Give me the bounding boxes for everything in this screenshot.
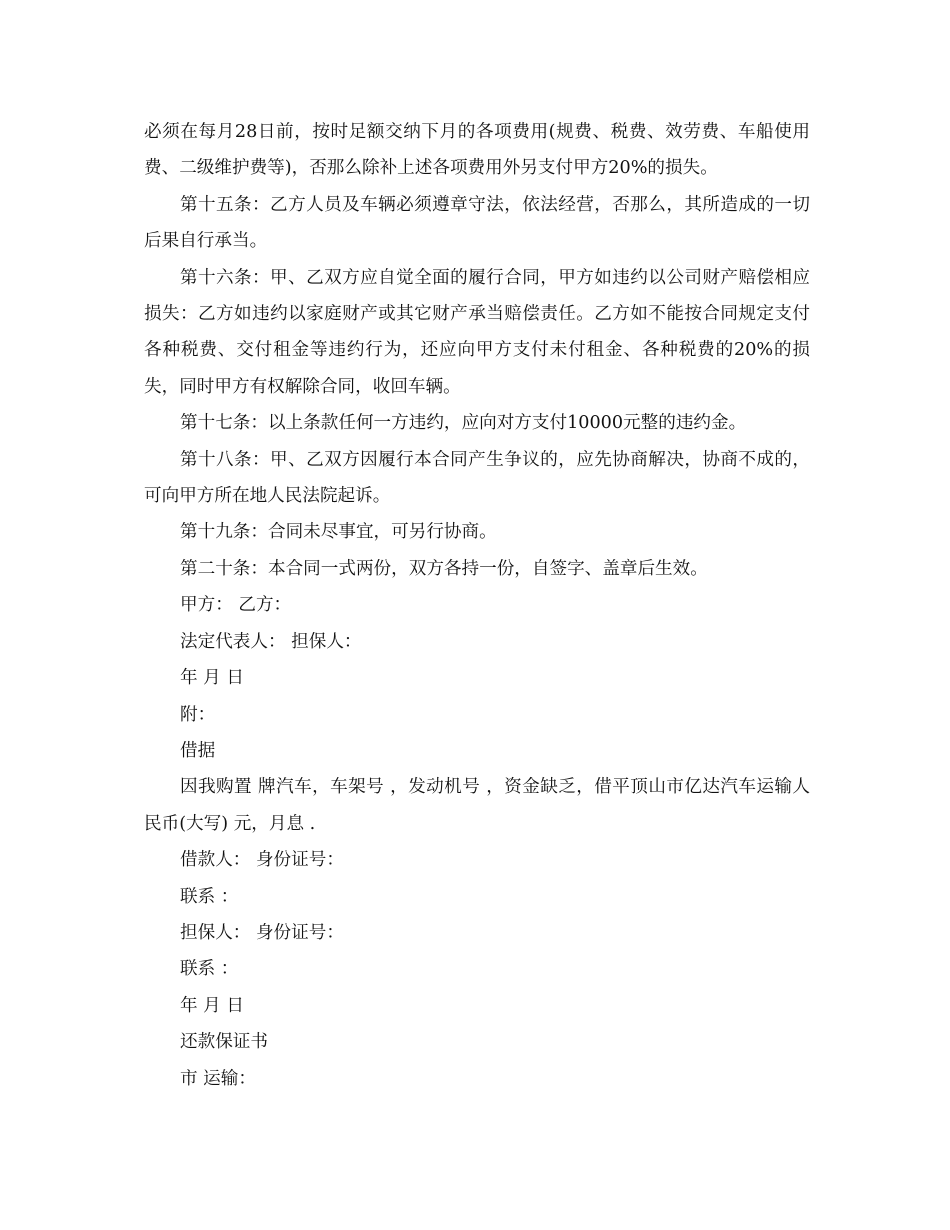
representative-signature-line: 法定代表人： 担保人：: [180, 631, 362, 652]
appendix-label: 附：: [180, 704, 216, 725]
loan-date-line: 年 月 日: [180, 995, 244, 1016]
borrower-contact-line: 联系 ：: [180, 886, 239, 907]
clause-16: 第十六条：甲、乙双方应自觉全面的履行合同，甲方如违约以公司财产赔偿相应损失：乙方如违约以家庭财产或其它财产承当赔偿责任。乙方如不能按合同规定支付各种税费、交付租金等违约行为，还应向甲方支付未付租金、各种税费的20%的损失，同时甲方有权解除合同，收回车辆。: [144, 267, 810, 397]
guarantor-contact-line: 联系 ：: [180, 959, 239, 980]
clause-19: 第十九条：合同未尽事宜，可另行协商。: [180, 522, 497, 543]
borrower-line: 借款人： 身份证号：: [180, 850, 344, 871]
addressee-line: 市 运输：: [180, 1068, 256, 1089]
clause-15: 第十五条：乙方人员及车辆必须遵章守法，依法经营，否那么，其所造成的一切后果自行承当。: [144, 194, 810, 252]
clause-17: 第十七条：以上条款任何一方违约，应向对方支付10000元整的违约金。: [180, 413, 747, 434]
paragraph-fee-payment: 必须在每月28日前，按时足额交纳下月的各项费用(规费、税费、效劳费、车船使用费、二级维护费等)，否那么除补上述各项费用外另支付甲方20%的损失。: [144, 122, 810, 179]
clause-20: 第二十条：本合同一式两份，双方各持一份，自签字、盖章后生效。: [180, 558, 708, 579]
party-signature-line: 甲方： 乙方：: [180, 595, 292, 616]
loan-note-body: 因我购置 牌汽车，车架号 ，发动机号 ，资金缺乏，借平顶山市亿达汽车运输人民币(大写) 元，月息 .: [144, 777, 810, 834]
date-line: 年 月 日: [180, 668, 244, 689]
document-body: [144, 114, 810, 1097]
repayment-guarantee-title: 还款保证书: [180, 1032, 268, 1053]
guarantor-line: 担保人： 身份证号：: [180, 922, 344, 943]
loan-note-title: 借据: [180, 740, 216, 761]
clause-18: 第十八条：甲、乙双方因履行本合同产生争议的，应先协商解决，协商不成的，可向甲方所在地人民法院起诉。: [144, 449, 810, 507]
